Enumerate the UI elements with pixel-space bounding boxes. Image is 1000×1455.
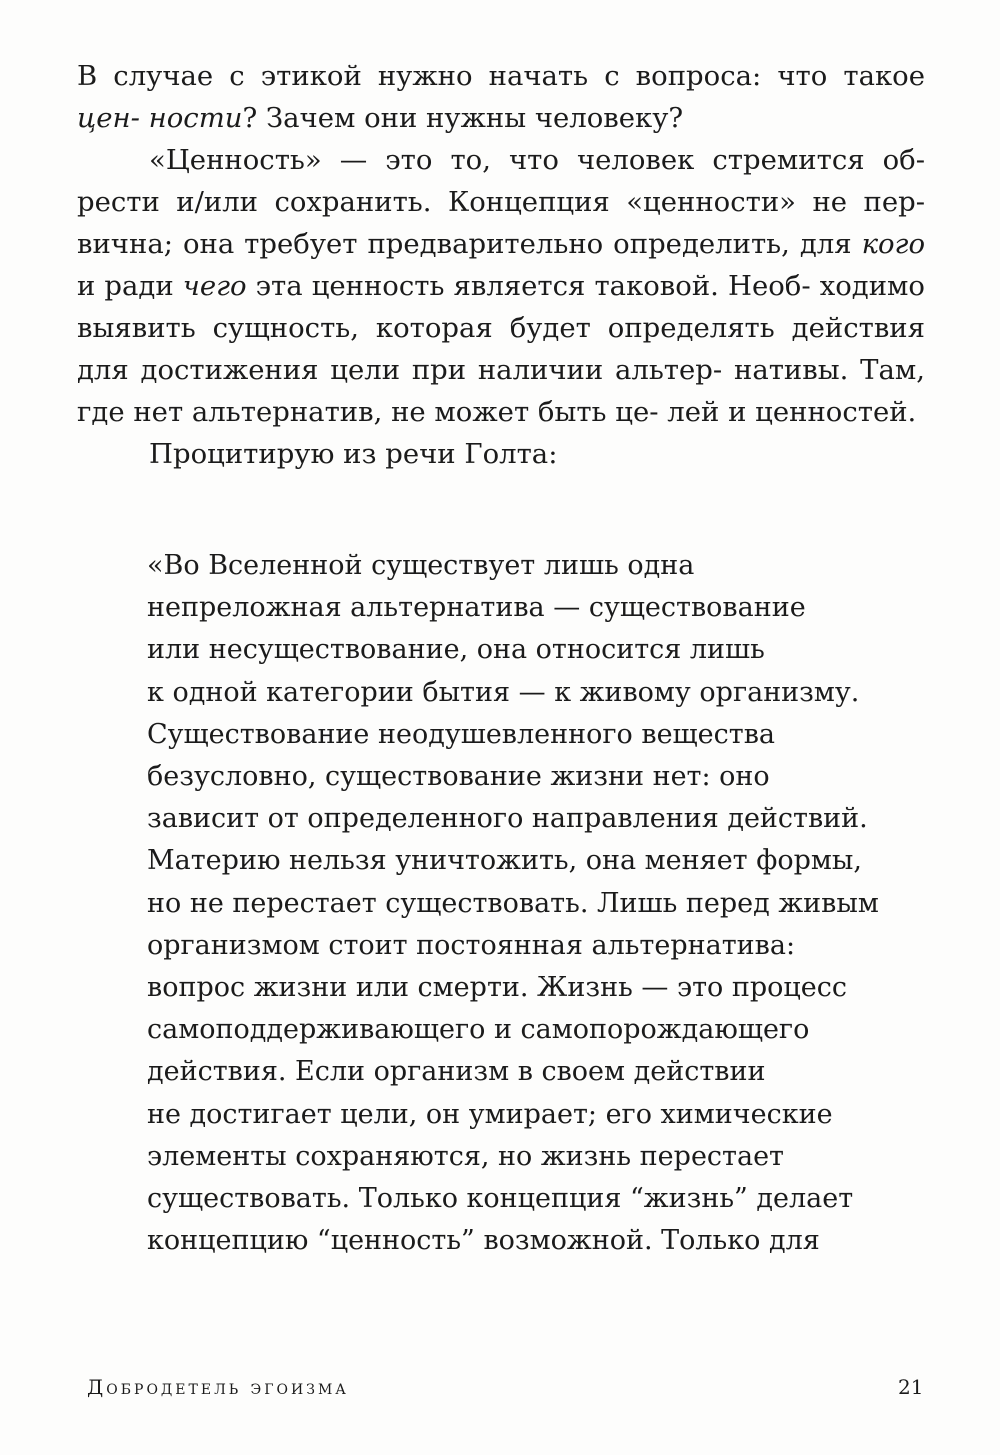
quote-line: непреложная альтернатива — существование bbox=[147, 592, 806, 624]
quote-line: элементы сохраняются, но жизнь перестает bbox=[147, 1140, 784, 1172]
text-line: ходимо выявить сущность, которая будет определять bbox=[77, 270, 925, 344]
quote-line: зависит от определенного направления действий. bbox=[147, 803, 868, 835]
text-line: В случае с этикой нужно начать с вопроса: что такое цен- bbox=[77, 60, 925, 134]
quote-line: но не перестает существовать. Лишь перед живым bbox=[147, 887, 879, 919]
quote-line: безусловно, существование жизни нет: оно bbox=[147, 761, 770, 793]
quote-line: «Во Вселенной существует лишь одна bbox=[147, 550, 695, 581]
quote-line: не достигает цели, он умирает; его химические bbox=[147, 1098, 833, 1130]
running-footer-title: Добродетель эгоизма bbox=[87, 1375, 349, 1399]
quote-line: концепцию “ценность” возможной. Только для bbox=[147, 1225, 820, 1257]
paragraph bbox=[77, 139, 925, 433]
quote-line: Существование неодушевленного вещества bbox=[147, 718, 775, 750]
text-line: рести и/или сохранить. Концепция «ценности» не пер- bbox=[77, 186, 925, 218]
italic-word: цен- bbox=[77, 102, 140, 134]
text-line: вична; она требует предварительно определить, для bbox=[77, 228, 852, 260]
quote-line: Материю нельзя уничтожить, она меняет формы, bbox=[147, 845, 862, 877]
text-line: нативы. Там, где нет альтернатив, не может быть це- bbox=[77, 354, 925, 428]
quote-line: или несуществование, она относится лишь bbox=[147, 634, 765, 666]
quote-line: действия. Если организм в своем действии bbox=[147, 1056, 766, 1088]
paragraph bbox=[77, 433, 925, 475]
italic-word: чего bbox=[182, 270, 247, 302]
paragraph bbox=[77, 55, 925, 139]
quote-line: вопрос жизни или смерти. Жизнь — это процесс bbox=[147, 972, 847, 1004]
text-line: Процитирую из речи Голта: bbox=[149, 438, 558, 470]
body-text bbox=[77, 55, 925, 475]
page-number: 21 bbox=[898, 1375, 924, 1399]
text-line: «Ценность» — это то, что человек стремится об- bbox=[149, 144, 925, 176]
italic-word: кого bbox=[861, 228, 925, 260]
quote-line: существовать. Только концепция “жизнь” делает bbox=[147, 1183, 854, 1215]
text-line: лей и ценностей. bbox=[667, 396, 917, 428]
text-line: кого и ради чего эта ценность является таковой. Необ- bbox=[77, 228, 925, 302]
italic-word: ности bbox=[148, 102, 243, 134]
quote-line: самоподдерживающего и самопорождающего bbox=[147, 1014, 810, 1046]
text-line: действия для достижения цели при наличии альтер- bbox=[77, 312, 925, 386]
block-quote bbox=[147, 545, 887, 1262]
text-line: ности? Зачем они нужны человеку? bbox=[148, 102, 684, 134]
quote-line: организмом стоит постоянная альтернатива: bbox=[147, 929, 796, 961]
quote-line: к одной категории бытия — к живому организму. bbox=[147, 676, 860, 708]
